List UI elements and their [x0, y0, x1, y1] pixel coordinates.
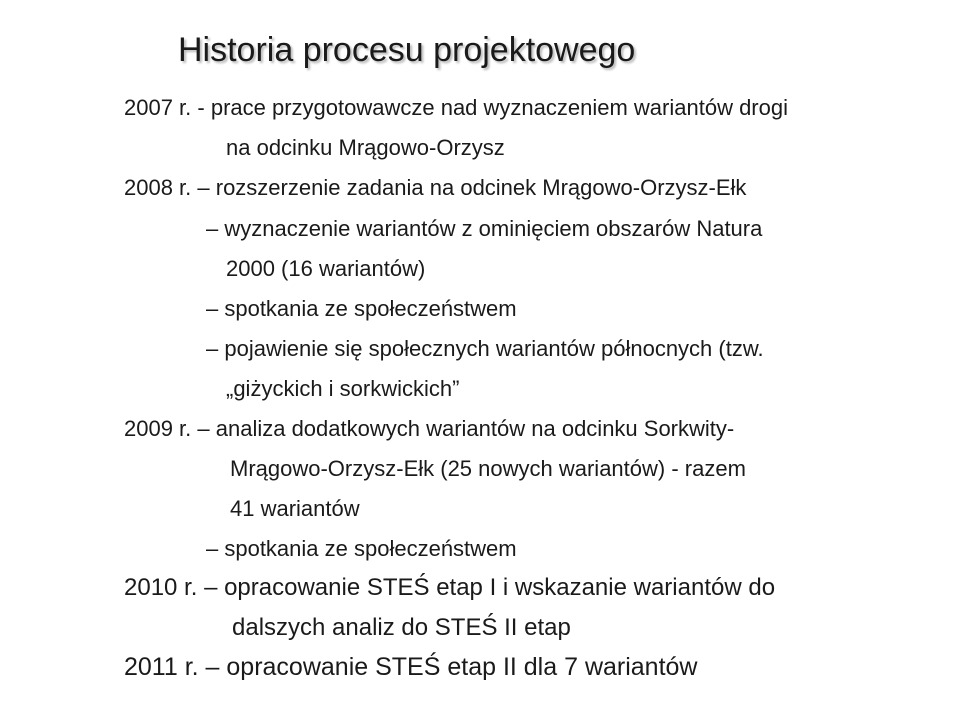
- line-2008-sub-3-cont: „giżyckich i sorkwickich”: [226, 376, 460, 401]
- line-2008-sub-3: – pojawienie się społecznych wariantów północnych (tzw.: [206, 336, 764, 361]
- line-2008-sub-1-cont: 2000 (16 wariantów): [226, 256, 426, 281]
- line-2009-cont-2: 41 wariantów: [230, 496, 360, 521]
- line-2007: 2007 r. - prace przygotowawcze nad wyznaczeniem wariantów drogi: [124, 95, 788, 120]
- line-2009-sub-1: – spotkania ze społeczeństwem: [206, 536, 517, 561]
- line-2009: 2009 r. – analiza dodatkowych wariantów na odcinku Sorkwity-: [124, 416, 735, 441]
- left-margin-bar: [0, 0, 112, 718]
- slide-title: Historia procesu projektowego: [178, 31, 636, 69]
- line-2010-cont: dalszych analiz do STEŚ II etap: [232, 614, 571, 641]
- line-2007-cont: na odcinku Mrągowo-Orzysz: [226, 135, 505, 160]
- line-2008: 2008 r. – rozszerzenie zadania na odcinek Mrągowo-Orzysz-Ełk: [124, 175, 747, 200]
- line-2010: 2010 r. – opracowanie STEŚ etap I i wskazanie wariantów do: [124, 574, 776, 601]
- line-2011: 2011 r. – opracowanie STEŚ etap II dla 7 wariantów: [124, 653, 698, 681]
- line-2008-sub-2: – spotkania ze społeczeństwem: [206, 296, 517, 321]
- line-2009-cont-1: Mrągowo-Orzysz-Ełk (25 nowych wariantów) - razem: [230, 456, 746, 481]
- line-2008-sub-1: – wyznaczenie wariantów z ominięciem obszarów Natura: [206, 216, 763, 241]
